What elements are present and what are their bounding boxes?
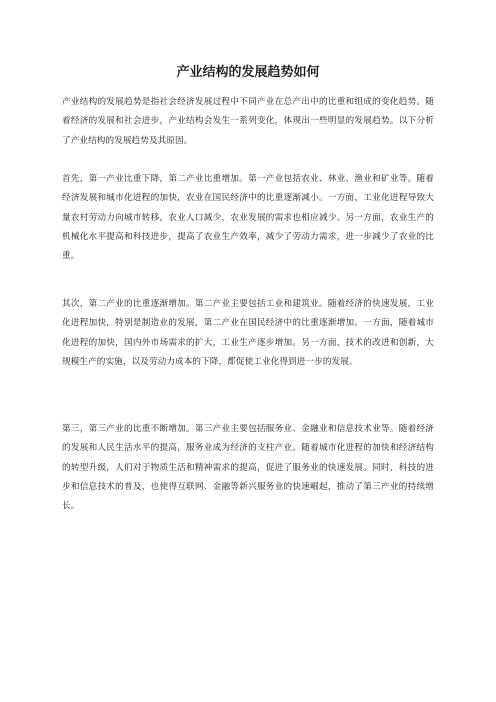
paragraph-intro: 产业结构的发展趋势是指社会经济发展过程中不同产业在总产出中的比重和组成的变化趋势。随着经济的发展和社会进步，产业结构会发生一系列变化，体现出一些明显的发展趋势。以下分析了产业结构的发展趋势及其原因。 — [62, 97, 434, 146]
paragraph-first-point: 首先，第一产业比重下降，第二产业比重增加。第一产业包括农业、林业、渔业和矿业等。随着经济发展和城市化进程的加快，农业在国民经济中的比重逐渐减小。一方面，工业化进程导致大量农村劳动力向城市转移，农业人口减少，农业发展的需求也相应减少。另一方面，农业生产的机械化水平提高和科技进步，提高了农业生产效率，减少了劳动力需求，进一步减少了农业的比重。 — [62, 174, 434, 262]
paragraph-second-point: 其次，第二产业的比重逐渐增加。第二产业主要包括工业和建筑业。随着经济的快速发展，工业化进程加快，特别是制造业的发展，第二产业在国民经济中的比重逐渐增加。一方面，随着城市化进程的加快，国内外市场需求的扩大，工业生产逐步增加。另一方面，技术的改进和创新，大规模生产的实施，以及劳动力成本的下降，都促使工业化得到进一步的发展。 — [62, 299, 434, 367]
paragraph-third-point: 第三，第三产业的比重不断增加。第三产业主要包括服务业、金融业和信息技术业等。随着经济的发展和人民生活水平的提高，服务业成为经济的支柱产业。随着城市化进程的加快和经济结构的转型升级，人们对于物质生活和精神需求的提高，促进了服务业的快速发展。同时，科技的进步和信息技术的普及，也使得互联网、金融等新兴服务业的快速崛起，推动了第三产业的持续增长。 — [62, 424, 434, 512]
document-title: 产业结构的发展趋势如何 — [176, 65, 320, 80]
